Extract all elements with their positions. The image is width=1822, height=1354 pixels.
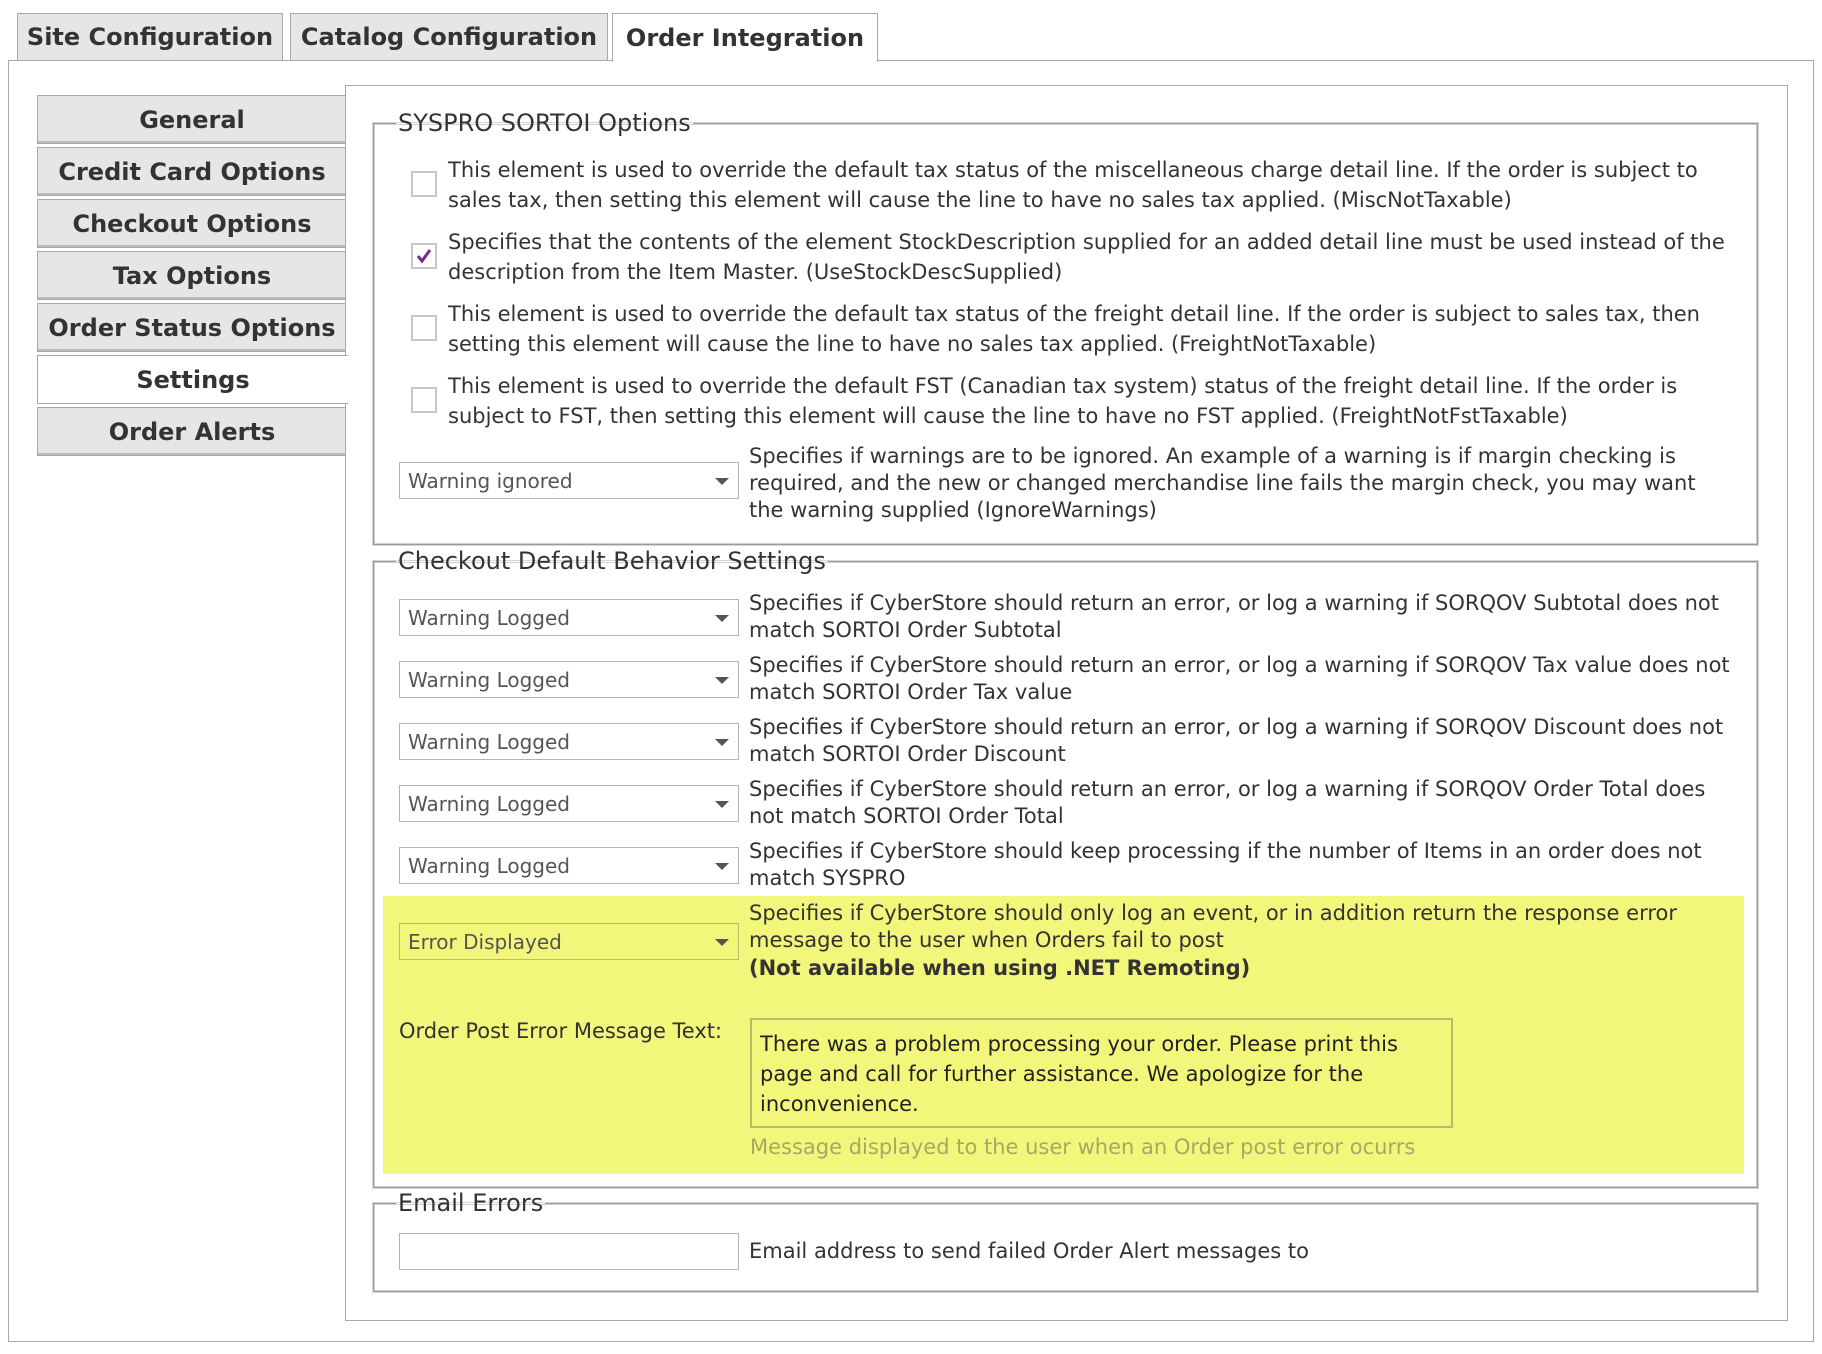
email-address-input[interactable] <box>399 1233 739 1270</box>
order-post-error-message-label: Order Post Error Message Text: <box>399 1019 723 1043</box>
subtotal-mismatch-label: Specifies if CyberStore should return an error, or log a warning if SORQOV Subtotal does not match SORTOI Order Subtotal <box>749 591 1719 642</box>
order-post-error-value: Error Displayed <box>408 929 562 954</box>
chevron-down-icon <box>715 677 729 684</box>
order-post-error-select[interactable] <box>399 923 739 960</box>
discount-mismatch-label: Specifies if CyberStore should return an error, or log a warning if SORQOV Discount does not match SORTOI Order Discount <box>749 715 1724 766</box>
ignore-warnings-select[interactable] <box>399 462 739 499</box>
chevron-down-icon <box>715 478 729 485</box>
tab-catalog-configuration[interactable]: Catalog Configuration <box>290 13 608 60</box>
group-legend: Checkout Default Behavior Settings <box>398 547 826 575</box>
order-post-error-message-textarea[interactable]: There was a problem processing your order. Please print this page and call for further assistance. We apologize for the inconvenience. <box>750 1018 1453 1128</box>
group-legend: SYSPRO SORTOI Options <box>398 109 691 137</box>
tax-mismatch-select[interactable] <box>399 661 739 698</box>
email-address-label: Email address to send failed Order Alert messages to <box>749 1239 1309 1263</box>
tab-order-integration[interactable]: Order Integration <box>612 13 878 62</box>
ignore-warnings-value: Warning ignored <box>408 468 573 493</box>
order-total-mismatch-value: Warning Logged <box>408 791 571 816</box>
chevron-down-icon <box>715 863 729 870</box>
order-post-error-label: Specifies if CyberStore should only log an event, or in addition return the response error message to the user when Orders fail to post <box>749 901 1677 952</box>
chevron-down-icon <box>715 801 729 808</box>
discount-mismatch-select[interactable] <box>399 723 739 760</box>
sidebar-item-tax-options[interactable]: Tax Options <box>37 251 346 300</box>
item-count-mismatch-value: Warning Logged <box>408 853 571 878</box>
checkmark-icon <box>415 247 433 265</box>
tax-mismatch-value: Warning Logged <box>408 667 571 692</box>
misc-not-taxable-checkbox[interactable] <box>411 171 437 197</box>
sidebar-item-order-alerts[interactable]: Order Alerts <box>37 407 346 456</box>
chevron-down-icon <box>715 615 729 622</box>
use-stock-desc-supplied-checkbox[interactable] <box>411 243 437 269</box>
item-count-mismatch-label: Specifies if CyberStore should keep processing if the number of Items in an order does not match SYSPRO <box>749 839 1702 890</box>
chevron-down-icon <box>715 939 729 946</box>
tab-site-configuration[interactable]: Site Configuration <box>17 13 283 60</box>
tax-mismatch-label: Specifies if CyberStore should return an error, or log a warning if SORQOV Tax value does not match SORTOI Order Tax value <box>749 653 1730 704</box>
order-total-mismatch-select[interactable] <box>399 785 739 822</box>
sidebar-item-credit-card-options[interactable]: Credit Card Options <box>37 147 346 196</box>
remoting-note: (Not available when using .NET Remoting) <box>749 956 1251 980</box>
sidebar-item-settings[interactable]: Settings <box>37 355 348 404</box>
freight-not-taxable-checkbox[interactable] <box>411 315 437 341</box>
freight-not-fst-taxable-checkbox[interactable] <box>411 387 437 413</box>
ignore-warnings-label: Specifies if warnings are to be ignored. An example of a warning is if margin checking is required, and the new or changed merchandise line fails the margin check, you may want the warning supplied (IgnoreWarnings) <box>749 444 1696 522</box>
sidebar-item-checkout-options[interactable]: Checkout Options <box>37 199 346 248</box>
sidebar-item-general[interactable]: General <box>37 95 346 144</box>
sidebar-item-order-status-options[interactable]: Order Status Options <box>37 303 346 352</box>
use-stock-desc-supplied-label: Specifies that the contents of the element StockDescription supplied for an added detail line must be used instead of the description from the Item Master. (UseStockDescSupplied) <box>448 230 1725 284</box>
chevron-down-icon <box>715 739 729 746</box>
subtotal-mismatch-value: Warning Logged <box>408 605 571 630</box>
subtotal-mismatch-select[interactable] <box>399 599 739 636</box>
misc-not-taxable-label: This element is used to override the default tax status of the miscellaneous charge detail line. If the order is subject to sales tax, then setting this element will cause the line to have no sales tax applied. (MiscNotTaxable) <box>448 158 1698 212</box>
freight-not-taxable-label: This element is used to override the default tax status of the freight detail line. If the order is subject to sales tax, then setting this element will cause the line to have no sales tax applied. (FreightNotTaxable) <box>448 302 1700 356</box>
order-post-error-message-hint: Message displayed to the user when an Order post error ocurrs <box>750 1135 1416 1159</box>
item-count-mismatch-select[interactable] <box>399 847 739 884</box>
group-legend: Email Errors <box>398 1189 544 1217</box>
discount-mismatch-value: Warning Logged <box>408 729 571 754</box>
freight-not-fst-taxable-label: This element is used to override the default FST (Canadian tax system) status of the freight detail line. If the order is subject to FST, then setting this element will cause the line to have no FST applied. (FreightNotFstTaxable) <box>448 374 1678 428</box>
order-total-mismatch-label: Specifies if CyberStore should return an error, or log a warning if SORQOV Order Total does not match SORTOI Order Total <box>749 777 1706 828</box>
